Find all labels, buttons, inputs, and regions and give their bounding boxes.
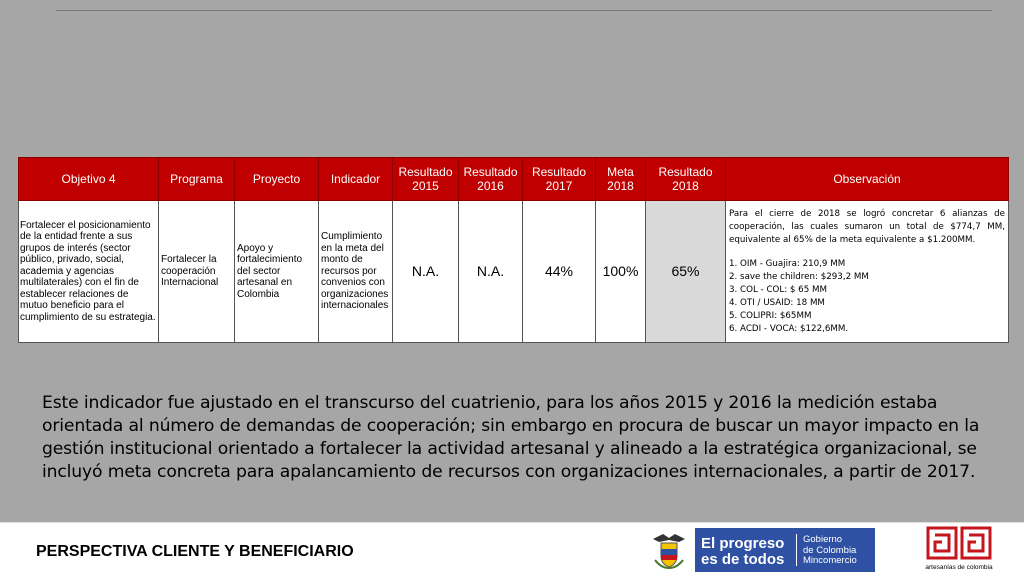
cell-objetivo: Fortalecer el posicionamiento de la entidad frente a sus grupos de interés (sector público, privado, social, academia y agencias multilaterales) con el fin de establecer relaciones de mutuo beneficio para el cumplimiento de su estrategia. bbox=[19, 201, 159, 343]
cell-resultado-2015: N.A. bbox=[393, 201, 459, 343]
header-resultado-2017: Resultado 2017 bbox=[523, 158, 596, 201]
cell-resultado-2018: 65% bbox=[646, 201, 726, 343]
list-item: 1. OIM - Guajira: 210,9 MM bbox=[729, 258, 846, 269]
header-meta-2018: Meta 2018 bbox=[596, 158, 646, 201]
footer-bar bbox=[0, 522, 1024, 577]
list-item: 5. COLIPRI: $65MM bbox=[729, 310, 812, 321]
cell-resultado-2017: 44% bbox=[523, 201, 596, 343]
header-resultado-2018: Resultado 2018 bbox=[646, 158, 726, 201]
gov-ministry: Gobierno de Colombia Mincomercio bbox=[803, 534, 857, 566]
explanation-paragraph: Este indicador fue ajustado en el transcurso del cuatrienio, para los años 2015 y 2016 la medición estaba orientada al número de demandas de cooperación; sin embargo en procura de buscar un mayor impacto en la gestión institucional orientado a fortalecer la actividad artesanal y alineado a la estratégica organizacional, se incluyó meta concreta para apalancamiento de recursos con organizaciones internacionales, a partir de 2017. bbox=[42, 393, 980, 482]
header-resultado-2016: Resultado 2016 bbox=[459, 158, 523, 201]
header-observacion: Observación bbox=[726, 158, 1009, 201]
observacion-list bbox=[729, 258, 1005, 336]
list-item: 3. COL - COL: $ 65 MM bbox=[729, 284, 827, 295]
header-objetivo: Objetivo 4 bbox=[19, 158, 159, 201]
header-resultado-2015: Resultado 2015 bbox=[393, 158, 459, 201]
cell-programa: Fortalecer la cooperación Internacional bbox=[159, 201, 235, 343]
objective-table bbox=[18, 157, 1009, 343]
government-banner bbox=[695, 528, 875, 572]
artesanias-logo bbox=[924, 525, 994, 575]
cell-observacion bbox=[726, 201, 1009, 343]
list-item: 2. save the children: $293,2 MM bbox=[729, 271, 869, 282]
header-programa: Programa bbox=[159, 158, 235, 201]
colombia-shield-icon bbox=[644, 528, 694, 572]
gov-divider bbox=[796, 534, 797, 566]
header-indicador: Indicador bbox=[319, 158, 393, 201]
gov-slogan: El progreso es de todos bbox=[701, 535, 785, 568]
artesanias-logo-icon bbox=[924, 525, 994, 563]
cell-proyecto: Apoyo y fortalecimiento del sector artesanal en Colombia bbox=[235, 201, 319, 343]
footer-title: PERSPECTIVA CLIENTE Y BENEFICIARIO bbox=[36, 543, 354, 560]
observacion-intro: Para el cierre de 2018 se logró concretar 6 alianzas de cooperación, las cuales sumaron un total de $774,7 MM, equivalente al 65% de la meta equivalente a $1.200MM. bbox=[729, 208, 1005, 245]
cell-resultado-2016: N.A. bbox=[459, 201, 523, 343]
list-item: 4. OTI / USAID: 18 MM bbox=[729, 297, 825, 308]
logo-caption: artesanías de colombia bbox=[925, 564, 993, 571]
list-item: 6. ACDI - VOCA: $122,6MM. bbox=[729, 323, 849, 334]
table-header-row bbox=[19, 158, 1009, 201]
top-divider bbox=[56, 10, 992, 11]
cell-indicador: Cumplimiento en la meta del monto de recursos por convenios con organizaciones internacionales bbox=[319, 201, 393, 343]
table-row bbox=[19, 201, 1009, 343]
header-proyecto: Proyecto bbox=[235, 158, 319, 201]
cell-meta-2018: 100% bbox=[596, 201, 646, 343]
